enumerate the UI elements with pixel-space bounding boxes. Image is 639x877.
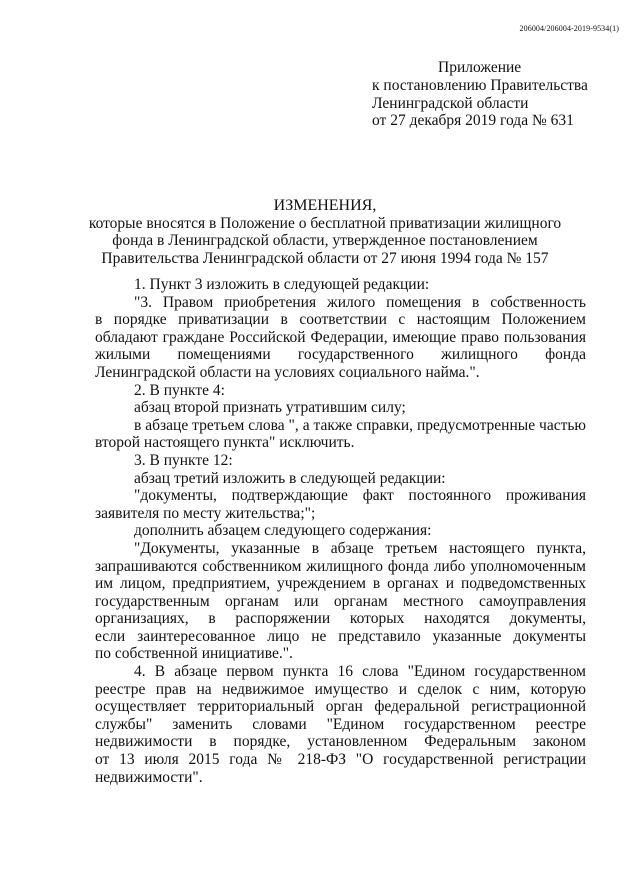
body-line: 4. В абзаце первом пункта 16 слова "Едином государственном <box>134 663 586 681</box>
annex-line-1: к постановлению Правительства <box>372 76 588 94</box>
body-line: по собственной инициативе.". <box>95 645 293 663</box>
body-line: "3. Правом приобретения жилого помещения в собственность <box>134 293 586 311</box>
body-line: в порядке приватизации в соответствии с настоящим Положением <box>95 311 586 329</box>
body-line: реестре прав на недвижимое имущество и сделок с ним, которую <box>95 680 586 698</box>
body-line: обладают граждане Российской Федерации, имеющие право пользования <box>95 328 586 346</box>
body-line: 2. В пункте 4: <box>134 381 225 399</box>
heading-line-2: фонда в Ленинградской области, утвержденное постановлением <box>112 232 538 250</box>
body-line: государственным органам или органам местного самоуправления <box>95 592 586 610</box>
body-line: "документы, подтверждающие факт постоянного проживания <box>134 487 586 505</box>
annex-block <box>372 59 588 130</box>
annex-title: Приложение <box>438 59 522 76</box>
body-line: дополнить абзацем следующего содержания: <box>134 522 432 540</box>
body-line: абзац третий изложить в следующей редакции: <box>134 469 446 487</box>
heading-title: ИЗМЕНЕНИЯ, <box>273 197 377 214</box>
body-line: второй настоящего пункта" исключить. <box>95 434 355 452</box>
heading-line-3: Правительства Ленинградской области от 27 июня 1994 года № 157 <box>101 249 549 267</box>
body-line: 1. Пункт 3 изложить в следующей редакции: <box>134 276 430 293</box>
body-line: недвижимости". <box>95 768 203 786</box>
annex-line-2: Ленинградской области <box>372 94 529 112</box>
annex-line-3: от 27 декабря 2019 года № 631 <box>372 112 574 130</box>
body-line: организациях, в распоряжении которых находятся документы, <box>95 610 586 628</box>
heading-line-1: которые вносятся в Положение о бесплатной приватизации жилищного <box>88 214 562 232</box>
body-line: "Документы, указанные в абзаце третьем настоящего пункта, <box>134 539 586 557</box>
body-line: недвижимости в порядке, установленном Федеральным законом <box>95 733 586 751</box>
document-body <box>95 276 586 786</box>
body-line: заявителя по месту жительства;"; <box>95 504 316 522</box>
body-line: если заинтересованное лицо не представило указанные документы <box>95 627 586 645</box>
body-line: осуществляет территориальный орган федеральной регистрационной <box>95 698 586 716</box>
body-line: им лицом, предприятием, учреждением в органах и подведомственных <box>95 575 586 593</box>
body-line: от 13 июля 2015 года № 218-ФЗ "О государственной регистрации <box>95 751 586 769</box>
body-line: запрашиваются собственником жилищного фонда либо уполномоченным <box>95 557 586 575</box>
body-line: жилыми помещениями государственного жилищного фонда <box>95 346 586 364</box>
body-line: службы" заменить словами "Едином государственном реестре <box>95 715 586 733</box>
body-line: 3. В пункте 12: <box>134 451 233 469</box>
document-heading <box>80 197 570 267</box>
body-line: абзац второй признать утратившим силу; <box>134 399 406 417</box>
document-number: 206004/206004-2019-9534(1) <box>519 24 619 33</box>
body-line: Ленинградской области на условиях социального найма.". <box>95 363 480 381</box>
body-line: в абзаце третьем слова ", а также справки, предусмотренные частью <box>134 416 586 434</box>
